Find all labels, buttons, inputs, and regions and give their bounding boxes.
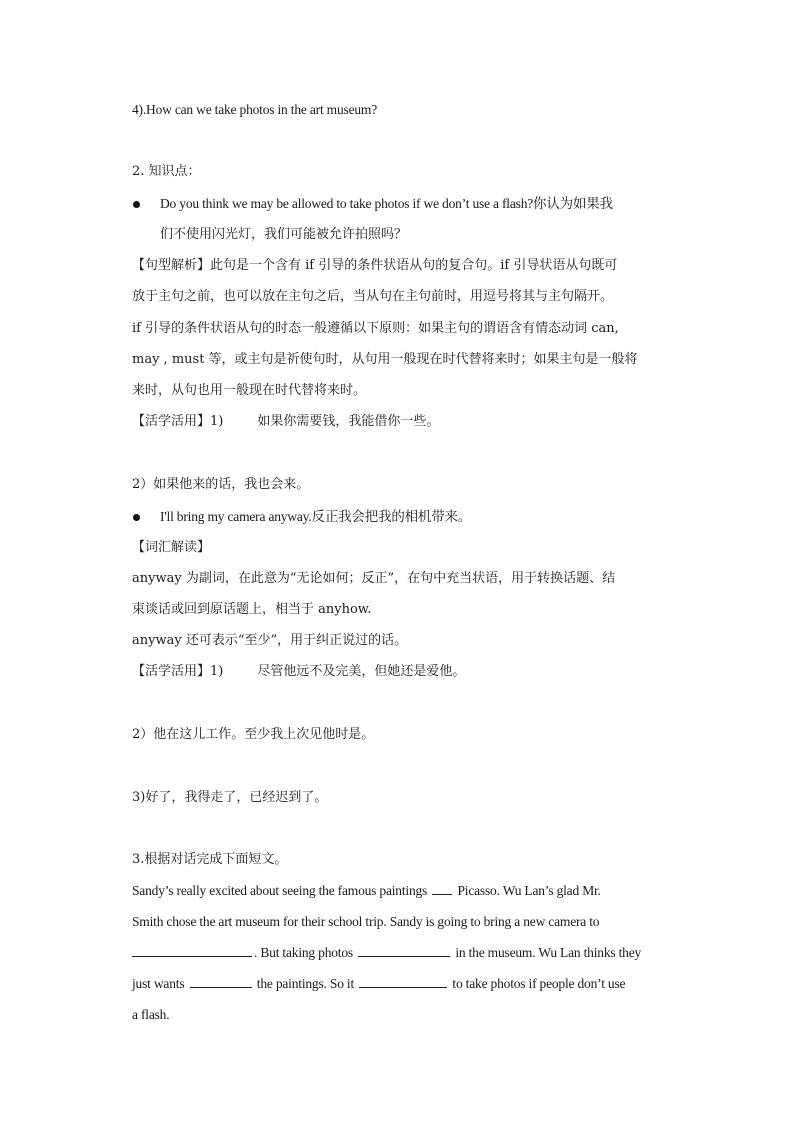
answer-blank-3[interactable]: [358, 944, 450, 957]
question-4: 4).How can we take photos in the art museum?: [132, 102, 378, 117]
practice-2: 2）如果他来的话，我也会来。: [132, 477, 310, 492]
analysis-line-3: if 引导的条件状语从句的时态一般遵循以下原则：如果主句的谓语含有情态动词 can,: [132, 321, 619, 336]
passage-text: the paintings. So it: [256, 976, 355, 991]
analysis-line-4: may , must 等，或主句是祈使句时，从句用一般现在时代替将来时；如果主句是一般将: [132, 352, 638, 367]
passage-text: . But taking photos: [254, 945, 353, 960]
passage-text: to take photos if people don’t use: [452, 976, 626, 991]
analysis-line-5: 来时，从句也用一般现在时代替将来时。: [132, 383, 367, 398]
practice-2-1-row: [132, 663, 465, 681]
passage-line-4: [132, 975, 625, 993]
passage-line-1: [132, 882, 601, 900]
analysis-line-1: 【句型解析】此句是一个含有 if 引导的条件状语从句的复合句。if 引导状语从句既可: [132, 258, 618, 273]
vocab-title: 【词汇解读】: [132, 540, 211, 555]
passage-line-5: a flash.: [132, 1007, 170, 1022]
section-2-heading: 2. 知识点：: [132, 164, 201, 179]
point-1-sentence-line-1: Do you think we may be allowed to take photos if we don’t use a flash?你认为如果我: [160, 196, 613, 211]
practice-label: 【活学活用】1): [132, 664, 224, 679]
passage-line-2: Smith chose the art museum for their school trip. Sandy is going to bring a new camera to: [132, 914, 600, 929]
passage-text: in the museum. Wu Lan thinks they: [455, 945, 642, 960]
practice-2-3: 3)好了，我得走了，已经迟到了。: [132, 790, 328, 805]
passage-text: Picasso. Wu Lan’s glad Mr.: [457, 883, 601, 898]
passage-text: Sandy’s really excited about seeing the famous paintings: [132, 883, 428, 898]
practice-2-1-text: 尽管他远不及完美，但她还是爱他。: [257, 664, 466, 679]
answer-blank-1[interactable]: [432, 882, 452, 895]
practice-1-row: [132, 413, 439, 431]
analysis-line-2: 放于主句之前，也可以放在主句之后，当从句在主句前时，用逗号将其与主句隔开。: [132, 289, 614, 304]
section-3-heading: 3.根据对话完成下面短文。: [132, 852, 288, 867]
point-2-sentence: I'll bring my camera anyway.反正我会把我的相机带来。: [160, 509, 472, 524]
bullet-icon: [133, 514, 140, 521]
practice-label: 【活学活用】1): [132, 414, 224, 429]
vocab-line-3: anyway 还可表示“至少”，用于纠正说过的话。: [132, 633, 408, 648]
practice-2-2: 2）他在这儿工作。至少我上次见他时是。: [132, 727, 375, 742]
passage-text: just wants: [132, 976, 185, 991]
vocab-line-2: 束谈话或回到原话题上，相当于 anyhow.: [132, 602, 372, 617]
answer-blank-5[interactable]: [359, 975, 447, 988]
passage-line-3: [132, 944, 641, 962]
vocab-line-1: anyway 为副词，在此意为“无论如何；反正”，在句中充当状语，用于转换话题、结: [132, 571, 616, 586]
bullet-icon: [133, 201, 140, 208]
practice-1-text: 如果你需要钱，我能借你一些。: [257, 414, 440, 429]
answer-blank-4[interactable]: [190, 975, 252, 988]
answer-blank-2[interactable]: [132, 944, 252, 957]
point-1-sentence-line-2: 们不使用闪光灯，我们可能被允许拍照吗？: [160, 227, 408, 242]
